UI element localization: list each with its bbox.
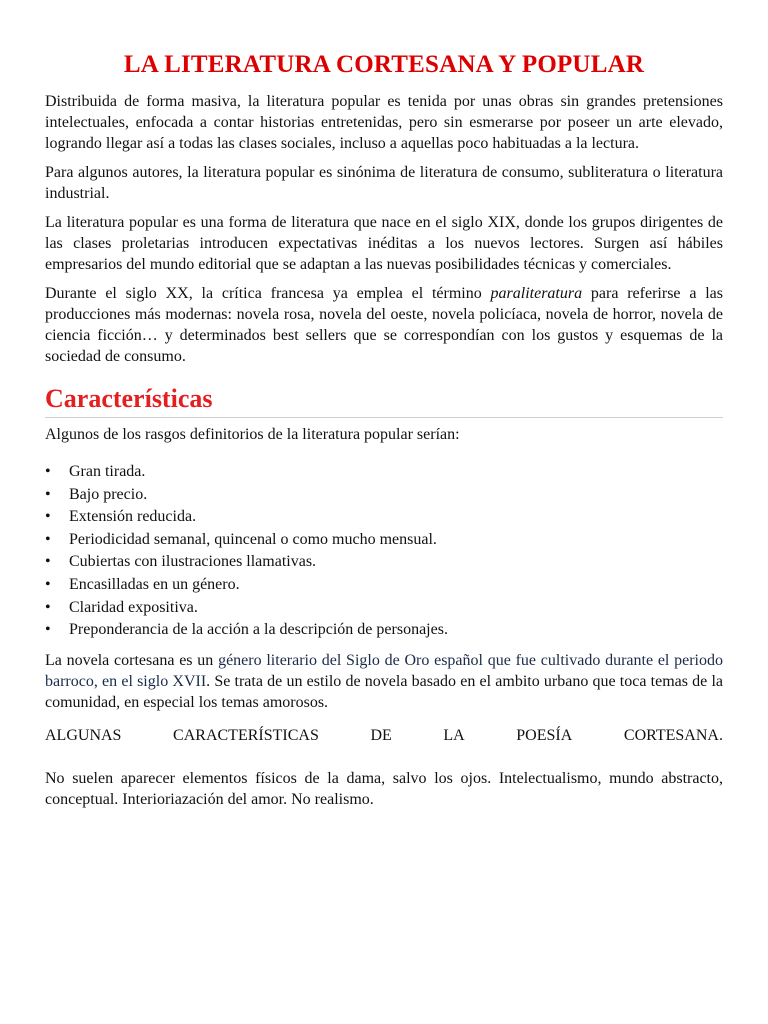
caps-heading-poesia-cortesana xyxy=(45,725,723,746)
caps-word: ALGUNAS xyxy=(45,726,122,744)
paragraph-intro: Distribuida de forma masiva, la literatura popular es tenida por unas obras sin grandes pretensiones intelectuales, enfocada a contar historias entretenidas, pero sin esmerarse por poseer un arte elevado, logrando llegar así a todas las clases sociales, incluso a aquellas poco habituadas a la lectura. xyxy=(45,93,723,152)
paragraph-paraliteratura xyxy=(45,283,723,367)
paragraph-final: No suelen aparecer elementos físicos de la dama, salvo los ojos. Intelectualismo, mundo abstracto, conceptual. Interioriazación del amor. No realismo. xyxy=(45,769,723,808)
paragraph-synonyms: Para algunos autores, la literatura popular es sinónima de literatura de consumo, subliteratura o literatura industrial. xyxy=(45,164,723,202)
list-item xyxy=(45,619,723,642)
list-item-text: Cubiertas con ilustraciones llamativas. xyxy=(69,553,317,571)
list-item-text: Gran tirada. xyxy=(69,463,146,480)
caps-word: CARACTERÍSTICAS xyxy=(173,726,319,744)
cortesana-text-before: La novela cortesana es un xyxy=(45,651,219,669)
list-item xyxy=(45,529,723,552)
list-item xyxy=(45,574,723,597)
list-item-text: Extensión reducida. xyxy=(69,508,197,526)
list-item-text: Bajo precio. xyxy=(69,485,148,503)
bullet-icon: • xyxy=(45,463,51,480)
features-list xyxy=(45,461,723,642)
caps-word: DE xyxy=(370,726,392,744)
list-item xyxy=(45,484,723,507)
section-heading-caracteristicas: Características xyxy=(45,383,723,418)
cortesana-text-after: . Se trata de un estilo de novela basado en el ambito urbano que toca temas de la comunidad, en especial los temas amorosos. xyxy=(45,672,723,711)
section-lead: Algunos de los rasgos definitorios de la literatura popular serían: xyxy=(45,426,460,443)
list-item xyxy=(45,551,723,574)
bullet-icon: • xyxy=(45,530,51,548)
paraliteratura-term: paraliteratura xyxy=(490,285,583,302)
list-item xyxy=(45,597,723,620)
caps-word: CORTESANA. xyxy=(623,726,723,744)
caps-word: POESÍA xyxy=(516,726,573,744)
paragraph-origin: La literatura popular es una forma de literatura que nace en el siglo XIX, donde los grupos dirigentes de las clases proletarias introducen expectativas inéditas a los nuevos lectores. Surgen así hábiles empresarios del mundo editorial que se adaptan a las nuevas posibilidades técnicas y comerciales. xyxy=(45,214,723,273)
caps-word: LA xyxy=(443,726,465,744)
page-title: LA LITERATURA CORTESANA Y POPULAR xyxy=(123,51,645,78)
bullet-icon: • xyxy=(45,575,51,593)
list-item xyxy=(45,506,723,529)
list-item-text: Encasilladas en un género. xyxy=(69,575,240,593)
bullet-icon: • xyxy=(45,598,51,616)
paraliteratura-text-before: Durante el siglo XX, la crítica francesa ya emplea el término xyxy=(45,285,491,302)
list-item-text: Claridad expositiva. xyxy=(69,598,198,616)
bullet-icon: • xyxy=(45,485,51,503)
paraliteratura-text-after: para referirse a las producciones más modernas: novela rosa, novela del oeste, novela policíaca, novela de horror, novela de ciencia ficción… y determinados best sellers que se correspondían con los gustos y esquemas de la sociedad de consumo. xyxy=(45,285,723,365)
cortesana-link[interactable]: género literario del Siglo de Oro español que fue cultivado durante el periodo barroco, en el siglo XVII xyxy=(45,651,723,690)
bullet-icon: • xyxy=(45,621,51,639)
bullet-icon: • xyxy=(45,508,51,526)
document-page xyxy=(45,48,723,818)
paragraph-novela-cortesana xyxy=(45,650,723,713)
bullet-icon: • xyxy=(45,553,51,571)
list-item xyxy=(45,461,723,484)
list-item-text: Periodicidad semanal, quincenal o como mucho mensual. xyxy=(69,530,437,548)
list-item-text: Preponderancia de la acción a la descripción de personajes. xyxy=(69,621,448,639)
